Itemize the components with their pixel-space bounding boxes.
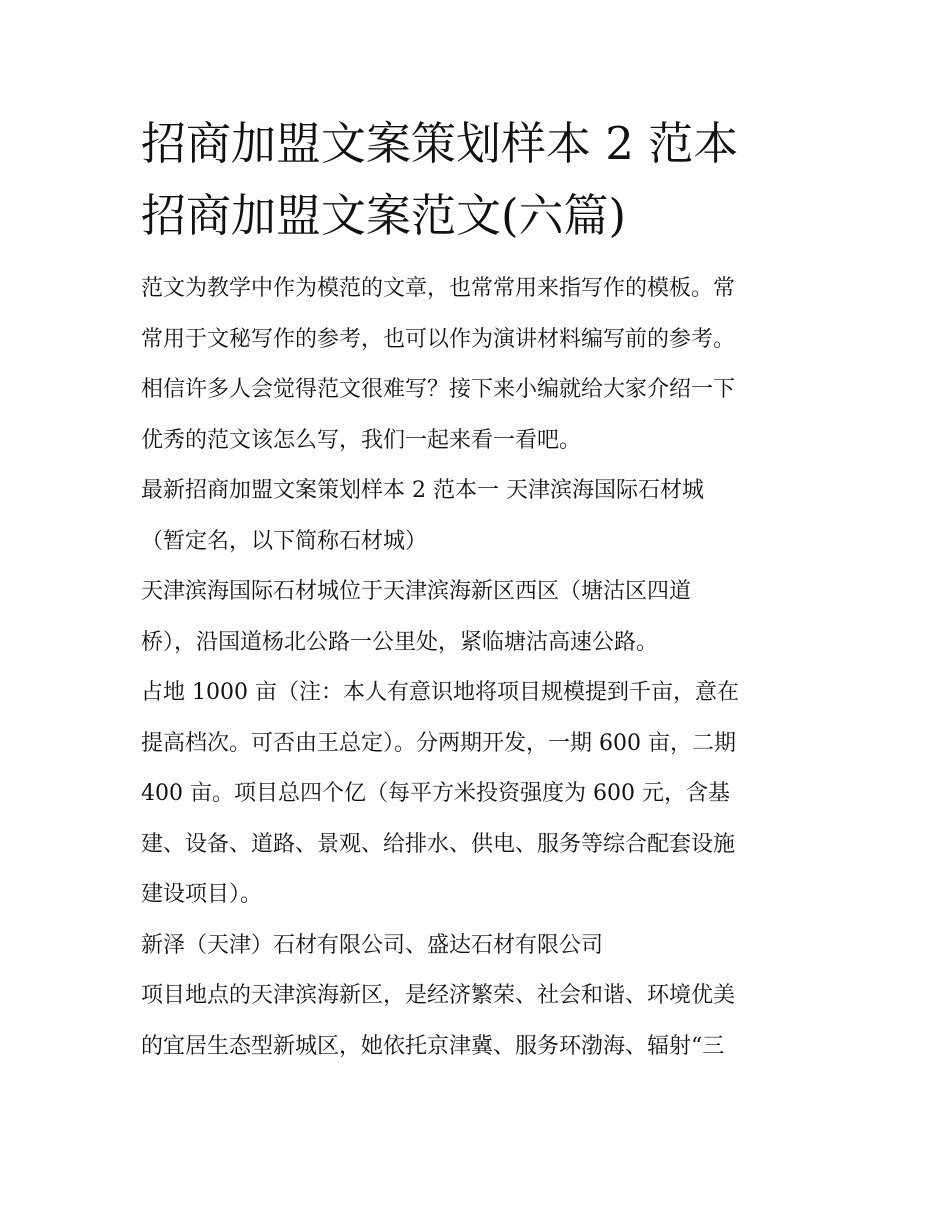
text-line: 新泽（天津）石材有限公司、盛达石材有限公司 [141, 932, 604, 958]
location-paragraph [141, 567, 821, 668]
text-line: 的宜居生态型新城区，她依托京津冀、服务环渤海、辐射“三 [141, 1033, 725, 1059]
text-line: 项目地点的天津滨海新区，是经济繁荣、社会和谐、环境优美 [141, 983, 736, 1008]
text-line: 相信许多人会觉得范文很难写？接下来小编就给大家介绍一下 [141, 377, 736, 402]
text-line: 提高档次。可否由王总定）。分两期开发，一期 600 亩，二期 [141, 730, 736, 756]
document-title [141, 108, 821, 252]
text-line: 常用于文秘写作的参考，也可以作为演讲材料编写前的参考。 [141, 326, 736, 352]
text-line: 优秀的范文该怎么写，我们一起来看一看吧。 [141, 427, 582, 453]
title-line: 招商加盟文案范文(六篇) [141, 189, 627, 242]
text-line: 最新招商加盟文案策划样本 2 范本一 天津滨海国际石材城 [141, 478, 704, 503]
text-line: 天津滨海国际石材城位于天津滨海新区西区（塘沽区四道 [141, 579, 692, 604]
scale-paragraph [141, 668, 821, 921]
title-line: 招商加盟文案策划样本 2 范本 [141, 117, 739, 170]
section-heading-paragraph [141, 466, 821, 567]
companies-paragraph [141, 921, 821, 972]
text-line: 建、设备、道路、景观、给排水、供电、服务等综合配套设施 [141, 831, 736, 857]
document-body [141, 108, 821, 1072]
text-line: 范文为教学中作为模范的文章，也常常用来指写作的模板。常 [141, 276, 736, 301]
text-line: 400 亩。项目总四个亿（每平方米投资强度为 600 元，含基 [141, 781, 730, 806]
text-line: 建设项目）。 [141, 882, 263, 907]
text-line: 占地 1000 亩（注：本人有意识地将项目规模提到千亩，意在 [141, 680, 739, 705]
intro-paragraph [141, 264, 821, 466]
region-paragraph [141, 971, 821, 1072]
text-line: 桥），沿国道杨北公路一公里处，紧临塘沽高速公路。 [141, 629, 659, 655]
text-line: （暂定名，以下简称石材城） [141, 528, 428, 554]
